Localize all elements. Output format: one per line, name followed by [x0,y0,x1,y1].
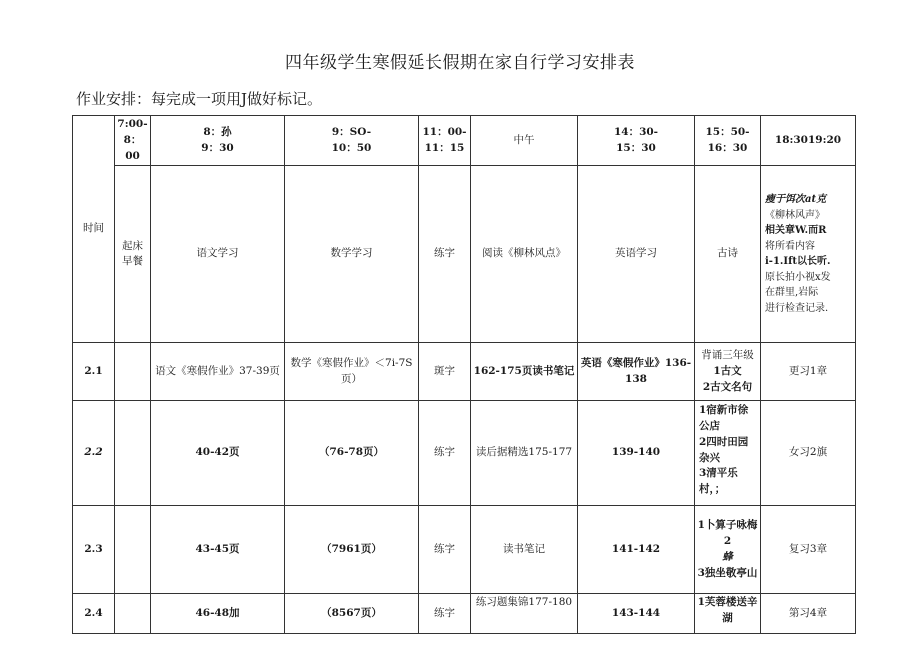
time-label-cell: 时间 [73,116,115,343]
reading-cell: 练习题集锦177-180 [471,594,578,634]
chinese-cell: 46-48加 [151,594,285,634]
calligraphy-cell: 练字 [419,401,471,506]
table-row [73,594,856,634]
time-row [73,116,856,166]
table-row [73,401,856,506]
wakeup-cell [115,506,151,594]
wakeup-cell [115,343,151,401]
schedule-table [72,115,856,634]
math-cell: （76-78页） [285,401,419,506]
date-cell: 2.4 [73,594,115,634]
table-row [73,506,856,594]
evening-cell: 第习4章 [761,594,856,634]
reading-cell: 读书笔记 [471,506,578,594]
time-slot-7: 15：50- 16：30 [695,116,761,166]
subject-evening: 瘦于饵次at克 《柳林风声》 相关章W.而R 将所看内容 i-1.Ift以长听. 原长拍小视x发 在群里,岩际 进行检查记录. [761,166,856,343]
calligraphy-cell: 练字 [419,594,471,634]
time-slot-4: 11：00- 11：15 [419,116,471,166]
date-cell: 2.1 [73,343,115,401]
evening-cell: 女习2旗 [761,401,856,506]
wakeup-cell [115,594,151,634]
evening-cell: 更习1章 [761,343,856,401]
subject-calligraphy: 练字 [419,166,471,343]
subject-poetry: 古诗 [695,166,761,343]
table-row [73,343,856,401]
subject-wakeup: 起床 早餐 [115,166,151,343]
math-cell: 数学《寒假作业》＜7i-7S 页） [285,343,419,401]
chinese-cell: 40-42页 [151,401,285,506]
evening-cell: 复习3章 [761,506,856,594]
calligraphy-cell: 练字 [419,506,471,594]
chinese-cell: 语文《寒假作业》37-39页 [151,343,285,401]
time-slot-2: 8：孙 9：30 [151,116,285,166]
english-cell: 139-140 [578,401,695,506]
subject-row [73,166,856,343]
date-cell: 2.2 [73,401,115,506]
reading-cell: 162-175页读书笔记 [471,343,578,401]
poetry-cell: 1卜算子咏梅2 蜂 3独坐敬亭山 [695,506,761,594]
time-slot-8: 18:3019:20 [761,116,856,166]
subject-reading: 阅读《柳林风点》 [471,166,578,343]
calligraphy-cell: 斑字 [419,343,471,401]
english-cell: 143-144 [578,594,695,634]
instruction-note: 作业安排：每完成一项用J做好标记。 [76,90,323,108]
wakeup-cell [115,401,151,506]
poetry-cell: 1宿新市徐公店 2四时田园杂兴 3清平乐村，； [695,401,761,506]
english-cell: 英语《寒假作业》136-138 [578,343,695,401]
time-slot-6: 14：30- 15：30 [578,116,695,166]
subject-english: 英语学习 [578,166,695,343]
subject-chinese: 语文学习 [151,166,285,343]
page-title: 四年级学生寒假延长假期在家自行学习安排表 [285,53,635,73]
poetry-cell: 1芙蓉楼送辛湖 [695,594,761,634]
time-slot-3: 9：SO- 10：50 [285,116,419,166]
reading-cell: 读后据精选175-177 [471,401,578,506]
math-cell: （8567页） [285,594,419,634]
date-cell: 2.3 [73,506,115,594]
poetry-cell: 背诵三年级 1古文 2古文名句 [695,343,761,401]
math-cell: （7961页） [285,506,419,594]
time-slot-5: 中午 [471,116,578,166]
subject-math: 数学学习 [285,166,419,343]
time-slot-1: 7:00- 8：00 [115,116,151,166]
english-cell: 141-142 [578,506,695,594]
chinese-cell: 43-45页 [151,506,285,594]
